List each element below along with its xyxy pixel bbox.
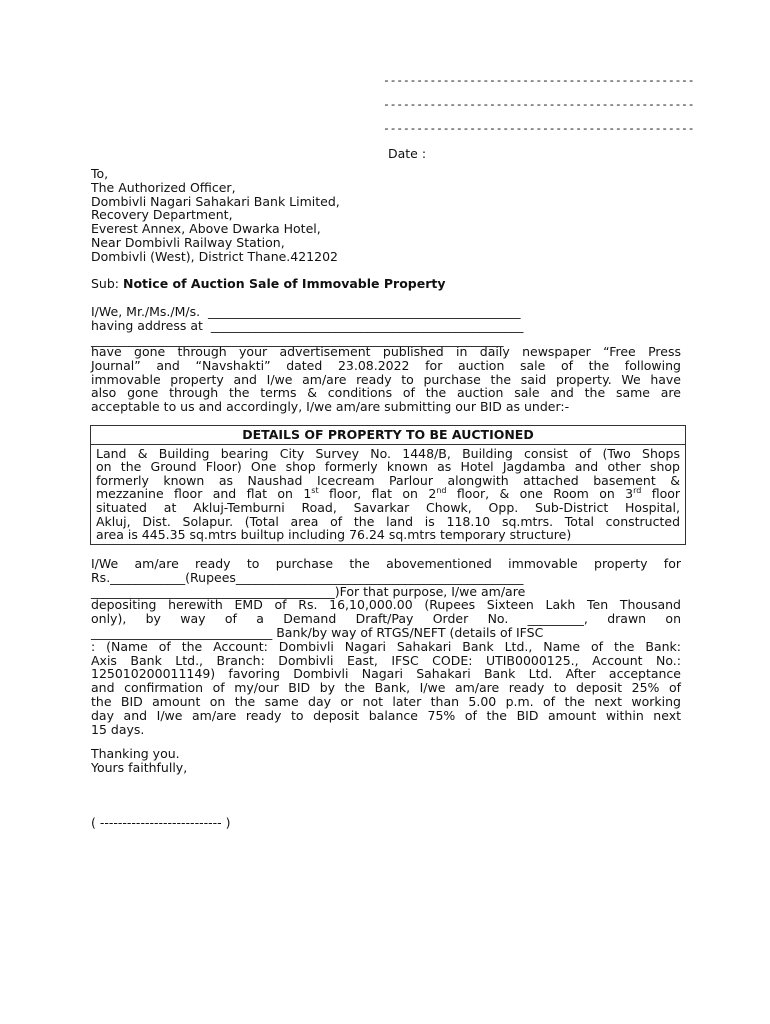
superscript: st (311, 486, 319, 496)
property-table-header: DETAILS OF PROPERTY TO BE AUCTIONED (91, 426, 686, 445)
intro-line: have gone through your advertisement published in daily newspaper “Free Press (91, 344, 681, 359)
address-line: To, (91, 166, 109, 181)
address-line: Dombivli (West), District Thane.421202 (91, 248, 338, 264)
bid-line: day and I/we am/are ready to deposit balance 75% of the BID amount within next (91, 707, 681, 723)
property-line-part: floor (641, 486, 681, 502)
applicant-address-blank: __________________________________________________ (210, 317, 524, 333)
bid-line: and confirmation of my/our BID by the Bank, I/we am/are ready to deposit 25% of (91, 680, 681, 696)
property-line: situated at Akluj-Temburni Road, Savarkar Chowk, Opp. Sub-District Hospital, (96, 499, 680, 515)
closing-line: Yours faithfully, (91, 759, 188, 775)
address-line: The Authorized Officer, (91, 179, 236, 195)
intro-line: Journal” and “Navshakti” dated 23.08.2022 for auction sale of the following (91, 357, 681, 373)
applicant-address-blank-2: __________________________________________________________________ (91, 331, 504, 347)
property-description (91, 444, 686, 544)
header-dashed-line-2: ----------------------------------------------- (383, 97, 695, 111)
property-line-part: mezzanine floor and flat on 1 (96, 486, 312, 502)
bid-line: only), by way of a Demand Draft/Pay Order No. _________, drawn on (91, 611, 681, 627)
bid-line: : (Name of the Account: Dombivli Nagari Sahakari Bank Ltd., Name of the Bank: (91, 638, 681, 654)
property-details-table (90, 425, 686, 545)
header-dashed-line-1: ----------------------------------------------- (383, 73, 695, 87)
address-line: Dombivli Nagari Sahakari Bank Limited, (91, 193, 340, 209)
subject-prefix: Sub: (91, 276, 120, 291)
bid-line: 15 days. (91, 721, 145, 737)
bid-line: _____________________________ Bank/by way of RTGS/NEFT (details of IFSC (91, 624, 544, 640)
bid-line: Axis Bank Ltd., Branch: Dombivli East, IFSC CODE: UTIB0000125., Account No.: (91, 652, 681, 668)
property-line (96, 487, 680, 501)
property-line-part: floor, & one Room on 3 (446, 486, 634, 502)
applicant-section (91, 305, 681, 346)
bid-line: depositing herewith EMD of Rs. 16,10,000.00 (Rupees Sixteen Lakh Ten Thousand (91, 597, 681, 613)
intro-line: immovable property and I/we am/are ready to purchase the said property. We have (91, 371, 681, 387)
recipient-address (91, 167, 681, 264)
property-line: Land & Building bearing City Survey No. 1448/B, Building consist of (Two Shops (96, 445, 680, 461)
property-line: Akluj, Dist. Solapur. (Total area of the land is 118.10 sq.mtrs. Total constructed (96, 513, 680, 529)
closing (91, 747, 681, 775)
superscript: rd (633, 486, 642, 496)
bid-line: 125010200011149) favoring Dombivli Nagari Sahakari Bank Ltd. After acceptance (91, 666, 681, 682)
applicant-name-blank: __________________________________________________ (208, 304, 521, 319)
date-label: Date : (388, 146, 427, 161)
subject-title: Notice of Auction Sale of Immovable Property (123, 276, 446, 291)
address-line: Recovery Department, (91, 207, 233, 223)
applicant-address-row (91, 319, 681, 333)
property-line: area is 445.35 sq.mtrs builtup including 76.24 sq.mtrs temporary structure) (96, 527, 572, 543)
property-line: formerly known as Naushad Icecream Parlour alongwith attached basement & (96, 472, 680, 488)
bid-line: _______________________________________)For that purpose, I/we am/are (91, 583, 526, 599)
address-line: Near Dombivli Railway Station, (91, 234, 285, 250)
intro-paragraph (91, 345, 681, 414)
bid-line: the BID amount on the same day or not later than 5.00 p.m. of the next working (91, 693, 681, 709)
signature-line: ( --------------------------- ) (91, 815, 231, 830)
applicant-name-row (91, 305, 681, 319)
applicant-address-label: having address at (91, 317, 203, 333)
address-line: Everest Annex, Above Dwarka Hotel, (91, 221, 321, 237)
intro-line: acceptable to us and accordingly, I/we am/are submitting our BID as under:- (91, 399, 570, 415)
bid-line: I/We am/are ready to purchase the abovementioned immovable property for (91, 556, 681, 571)
intro-line: also gone through the terms & conditions of the auction sale and the same are (91, 385, 681, 401)
superscript: nd (436, 486, 447, 496)
header-dashed-line-3: ----------------------------------------------- (383, 121, 695, 135)
property-line: on the Ground Floor) One shop formerly known as Hotel Jagdamba and other shop (96, 459, 680, 475)
bid-paragraph (91, 557, 681, 736)
property-line-part: floor, flat on 2 (318, 486, 437, 502)
closing-line: Thanking you. (91, 746, 180, 761)
applicant-name-label: I/We, Mr./Ms./M/s. (91, 304, 201, 319)
subject-line (91, 277, 681, 291)
bid-line: Rs.____________(Rupees______________________________________________ (91, 569, 524, 585)
